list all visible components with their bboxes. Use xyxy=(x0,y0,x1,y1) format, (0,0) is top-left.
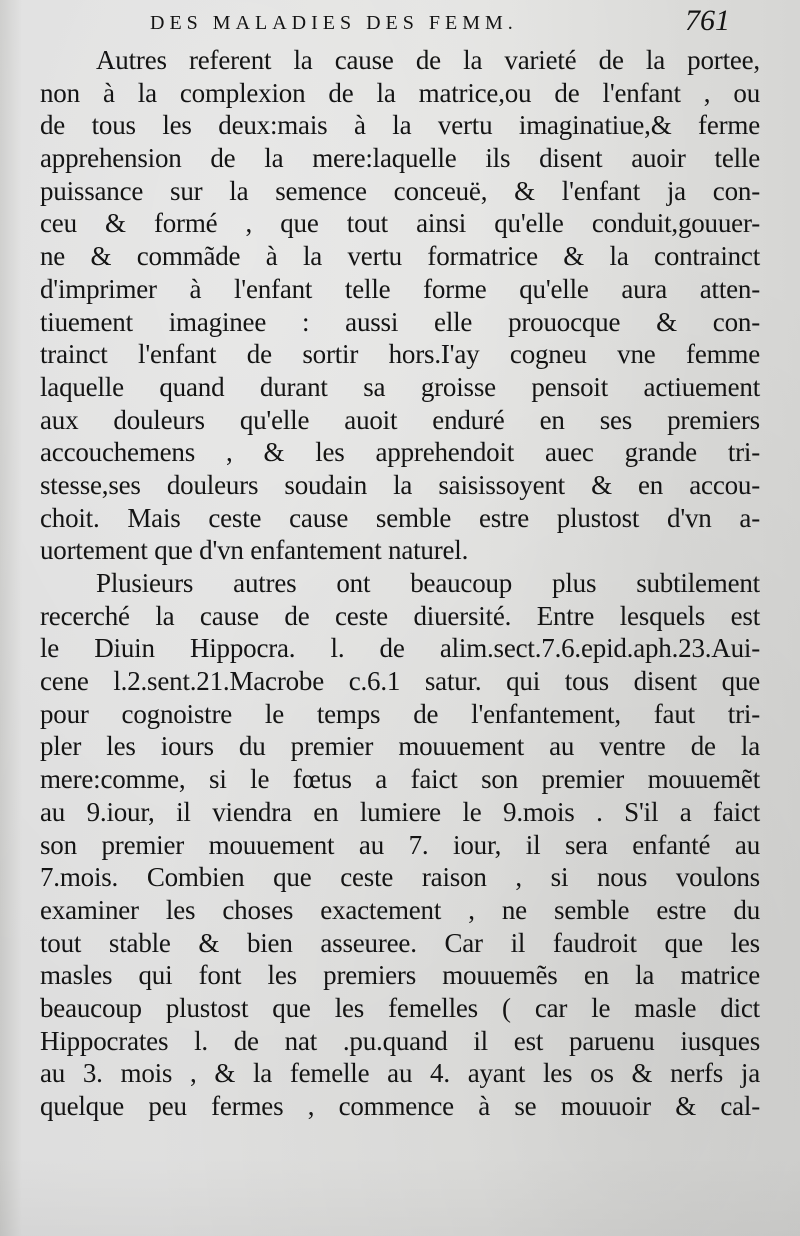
text-line: mere:comme, si le fœtus a faict son premier mouuemẽt xyxy=(40,764,760,795)
text-line: trainct l'enfant de sortir hors.I'ay cogneu vne femme xyxy=(40,339,760,370)
text-line: ceu & formé , que tout ainsi qu'elle conduit,gouuer- xyxy=(40,208,760,239)
text-line: aux douleurs qu'elle auoit enduré en ses premiers xyxy=(40,404,760,435)
text-line: non à la complexion de la matrice,ou de l'enfant , ou xyxy=(40,77,760,108)
text-line: Autres referent la cause de la varieté de la portee, xyxy=(96,45,760,75)
text-line: accouchemens , & les apprehendoit auec grande tri- xyxy=(40,437,760,468)
text-line: au 3. mois , & la femelle au 4. ayant les os & nerfs ja xyxy=(40,1058,760,1089)
page-header xyxy=(150,4,750,40)
text-line: tout stable & bien asseuree. Car il faudroit que les xyxy=(40,927,760,958)
text-line: tiuement imaginee : aussi elle prouocque & con- xyxy=(40,306,760,337)
text-line: recerché la cause de ceste diuersité. Entre lesquels est xyxy=(40,600,760,631)
text-line: cene l.2.sent.21.Macrobe c.6.1 satur. qui tous disent que xyxy=(40,666,760,697)
text-line: au 9.iour, il viendra en lumiere le 9.mois . S'il a faict xyxy=(40,796,760,827)
text-line: masles qui font les premiers mouuemẽs en la matrice xyxy=(40,960,760,991)
running-head: DES MALADIES DES FEMM. xyxy=(150,12,518,34)
text-line: quelque peu fermes , commence à se mouuoir & cal- xyxy=(40,1091,760,1121)
text-line: d'imprimer à l'enfant telle forme qu'elle aura atten- xyxy=(40,273,760,304)
text-line: le Diuin Hippocra. l. de alim.sect.7.6.epid.aph.23.Aui- xyxy=(40,633,760,664)
text-line: Hippocrates l. de nat .pu.quand il est paruenu iusques xyxy=(40,1025,760,1056)
text-line: stesse,ses douleurs soudain la saisissoyent & en accou- xyxy=(40,469,760,500)
text-line: pler les iours du premier mouuement au ventre de la xyxy=(40,731,760,762)
text-line: pour cognoistre le temps de l'enfantement, faut tri- xyxy=(40,698,760,729)
text-line: choit. Mais ceste cause semble estre plustost d'vn a- xyxy=(40,502,760,533)
body-text xyxy=(40,44,760,1123)
page-shadow xyxy=(0,1156,800,1236)
text-line: Plusieurs autres ont beaucoup plus subtilement xyxy=(96,568,760,598)
text-line: uortement que d'vn enfantement naturel. xyxy=(40,535,469,566)
text-line: ne & commãde à la vertu formatrice & la contrainct xyxy=(40,241,760,272)
text-line: 7.mois. Combien que ceste raison , si nous voulons xyxy=(40,862,760,893)
text-line: son premier mouuement au 7. iour, il sera enfanté au xyxy=(40,829,760,860)
text-line: beaucoup plustost que les femelles ( car le masle dict xyxy=(40,992,760,1023)
text-line: de tous les deux:mais à la vertu imaginatiue,& ferme xyxy=(40,110,760,141)
page-number: 761 xyxy=(685,4,730,37)
text-line: laquelle quand durant sa groisse pensoit actiuement xyxy=(40,371,760,402)
text-line: examiner les choses exactement , ne semble estre du xyxy=(40,894,760,925)
text-line: apprehension de la mere:laquelle ils disent auoir telle xyxy=(40,143,760,174)
text-line: puissance sur la semence conceuë, & l'enfant ja con- xyxy=(40,175,760,206)
